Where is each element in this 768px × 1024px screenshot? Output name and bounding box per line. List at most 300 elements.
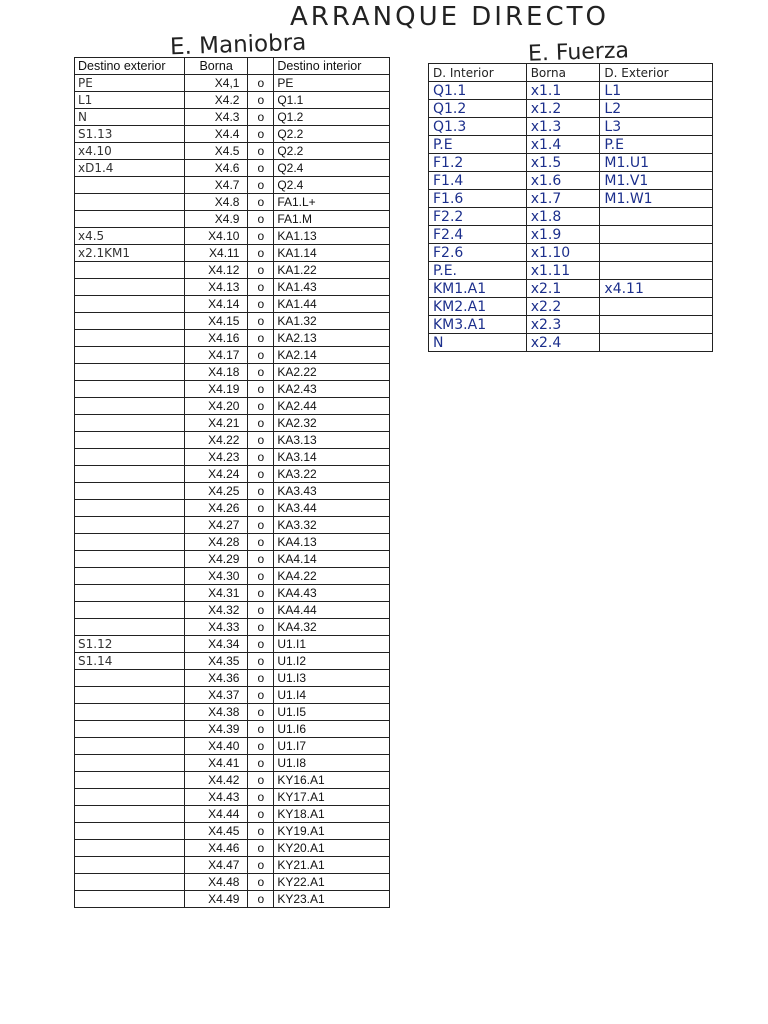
cell-borna: x1.7 — [526, 190, 600, 208]
cell-connector: o — [248, 636, 274, 653]
cell-destino-interior: KA2.43 — [274, 381, 390, 398]
cell-destino-interior: KA1.44 — [274, 296, 390, 313]
cell-borna: X4.30 — [184, 568, 248, 585]
header-borna: Borna — [526, 64, 600, 82]
cell-d-exterior: P.E — [600, 136, 713, 154]
cell-borna: X4.6 — [184, 160, 248, 177]
cell-connector: o — [248, 585, 274, 602]
cell-destino-exterior — [75, 840, 185, 857]
cell-borna: X4.3 — [184, 109, 248, 126]
table-row — [75, 160, 390, 177]
cell-destino-interior: KA1.13 — [274, 228, 390, 245]
cell-connector: o — [248, 177, 274, 194]
cell-borna: X4.38 — [184, 704, 248, 721]
header-d-exterior: D. Exterior — [600, 64, 713, 82]
cell-d-exterior: x4.11 — [600, 280, 713, 298]
cell-destino-interior: KA2.13 — [274, 330, 390, 347]
table-header-row — [75, 58, 390, 75]
cell-destino-exterior — [75, 194, 185, 211]
cell-borna: x1.9 — [526, 226, 600, 244]
cell-connector: o — [248, 789, 274, 806]
cell-borna: X4.14 — [184, 296, 248, 313]
table-row — [429, 190, 713, 208]
cell-connector: o — [248, 126, 274, 143]
table-row — [75, 755, 390, 772]
cell-destino-interior: KA4.14 — [274, 551, 390, 568]
table-row — [429, 316, 713, 334]
cell-destino-exterior: L1 — [75, 92, 185, 109]
cell-borna: X4.34 — [184, 636, 248, 653]
cell-destino-exterior — [75, 687, 185, 704]
table-row — [75, 500, 390, 517]
table-row — [75, 177, 390, 194]
table-row — [429, 226, 713, 244]
cell-connector: o — [248, 347, 274, 364]
cell-borna: X4.10 — [184, 228, 248, 245]
cell-borna: x2.3 — [526, 316, 600, 334]
cell-connector: o — [248, 313, 274, 330]
cell-borna: X4.37 — [184, 687, 248, 704]
cell-d-interior: Q1.2 — [429, 100, 527, 118]
table-row — [75, 364, 390, 381]
table-row — [75, 296, 390, 313]
cell-borna: X4.9 — [184, 211, 248, 228]
fuerza-heading: E. Fuerza — [527, 38, 630, 67]
cell-destino-exterior — [75, 551, 185, 568]
table-row — [75, 449, 390, 466]
cell-destino-interior: Q1.1 — [274, 92, 390, 109]
cell-connector: o — [248, 296, 274, 313]
cell-destino-interior: KA2.32 — [274, 415, 390, 432]
table-row — [75, 398, 390, 415]
header-blank — [248, 58, 274, 75]
header-d-interior: D. Interior — [429, 64, 527, 82]
table-row — [75, 806, 390, 823]
cell-borna: X4.41 — [184, 755, 248, 772]
cell-destino-interior: KA4.32 — [274, 619, 390, 636]
table-row — [75, 228, 390, 245]
cell-connector: o — [248, 874, 274, 891]
cell-destino-interior: KY20.A1 — [274, 840, 390, 857]
cell-connector: o — [248, 109, 274, 126]
cell-destino-interior: KY23.A1 — [274, 891, 390, 908]
page-title: ARRANQUE DIRECTO — [290, 2, 609, 32]
cell-connector: o — [248, 721, 274, 738]
cell-borna: X4.24 — [184, 466, 248, 483]
cell-connector: o — [248, 670, 274, 687]
cell-borna: X4.13 — [184, 279, 248, 296]
cell-destino-exterior — [75, 381, 185, 398]
table-row — [429, 244, 713, 262]
cell-borna: X4.32 — [184, 602, 248, 619]
cell-borna: X4.31 — [184, 585, 248, 602]
cell-borna: X4.17 — [184, 347, 248, 364]
cell-d-exterior — [600, 262, 713, 280]
cell-destino-exterior — [75, 347, 185, 364]
cell-destino-interior: KA3.22 — [274, 466, 390, 483]
cell-destino-exterior: N — [75, 109, 185, 126]
cell-connector: o — [248, 381, 274, 398]
cell-destino-exterior — [75, 568, 185, 585]
cell-connector: o — [248, 857, 274, 874]
cell-destino-exterior — [75, 772, 185, 789]
cell-borna: x1.3 — [526, 118, 600, 136]
cell-borna: X4.23 — [184, 449, 248, 466]
table-row — [75, 211, 390, 228]
cell-destino-interior: KY17.A1 — [274, 789, 390, 806]
cell-destino-interior: KY22.A1 — [274, 874, 390, 891]
table-row — [75, 143, 390, 160]
cell-d-interior: P.E. — [429, 262, 527, 280]
cell-borna: x1.1 — [526, 82, 600, 100]
table-row — [75, 891, 390, 908]
cell-destino-interior: KA1.14 — [274, 245, 390, 262]
cell-borna: X4.49 — [184, 891, 248, 908]
cell-destino-interior: KY16.A1 — [274, 772, 390, 789]
cell-destino-exterior — [75, 619, 185, 636]
cell-destino-exterior — [75, 415, 185, 432]
cell-borna: x2.4 — [526, 334, 600, 352]
cell-destino-interior: KA3.44 — [274, 500, 390, 517]
cell-destino-interior: U1.I1 — [274, 636, 390, 653]
table-row — [75, 517, 390, 534]
cell-destino-interior: U1.I5 — [274, 704, 390, 721]
cell-destino-interior: U1.I2 — [274, 653, 390, 670]
cell-borna: X4.22 — [184, 432, 248, 449]
cell-d-interior: F1.4 — [429, 172, 527, 190]
cell-d-exterior — [600, 316, 713, 334]
cell-d-exterior — [600, 226, 713, 244]
cell-destino-interior: KA3.32 — [274, 517, 390, 534]
table-row — [429, 100, 713, 118]
table-row — [75, 721, 390, 738]
cell-d-exterior: M1.U1 — [600, 154, 713, 172]
cell-borna: x2.2 — [526, 298, 600, 316]
fuerza-table — [428, 63, 713, 352]
cell-destino-interior: KY18.A1 — [274, 806, 390, 823]
cell-connector: o — [248, 92, 274, 109]
table-row — [429, 298, 713, 316]
cell-connector: o — [248, 75, 274, 92]
cell-connector: o — [248, 483, 274, 500]
cell-destino-interior: FA1.L+ — [274, 194, 390, 211]
cell-destino-exterior — [75, 500, 185, 517]
cell-borna: X4.36 — [184, 670, 248, 687]
cell-destino-interior: U1.I7 — [274, 738, 390, 755]
cell-connector: o — [248, 211, 274, 228]
cell-borna: X4.29 — [184, 551, 248, 568]
cell-destino-exterior — [75, 517, 185, 534]
maniobra-heading: E. Maniobra — [169, 29, 307, 61]
cell-d-interior: KM3.A1 — [429, 316, 527, 334]
cell-borna: X4.5 — [184, 143, 248, 160]
table-row — [75, 653, 390, 670]
cell-destino-exterior — [75, 466, 185, 483]
cell-destino-interior: KA2.14 — [274, 347, 390, 364]
cell-d-exterior — [600, 298, 713, 316]
cell-destino-exterior: S1.14 — [75, 653, 185, 670]
cell-destino-interior: PE — [274, 75, 390, 92]
cell-destino-interior: KA4.44 — [274, 602, 390, 619]
cell-d-exterior — [600, 334, 713, 352]
table-row — [75, 704, 390, 721]
cell-connector: o — [248, 262, 274, 279]
cell-connector: o — [248, 823, 274, 840]
cell-borna: x2.1 — [526, 280, 600, 298]
cell-borna: x1.4 — [526, 136, 600, 154]
table-row — [429, 334, 713, 352]
cell-borna: X4.45 — [184, 823, 248, 840]
cell-connector: o — [248, 687, 274, 704]
cell-borna: X4.35 — [184, 653, 248, 670]
cell-borna: X4.19 — [184, 381, 248, 398]
cell-borna: x1.5 — [526, 154, 600, 172]
cell-borna: X4.47 — [184, 857, 248, 874]
cell-destino-exterior: S1.12 — [75, 636, 185, 653]
cell-destino-interior: KA4.13 — [274, 534, 390, 551]
header-borna: Borna — [184, 58, 248, 75]
table-row — [75, 874, 390, 891]
cell-destino-interior: Q2.2 — [274, 143, 390, 160]
cell-borna: X4.21 — [184, 415, 248, 432]
cell-destino-interior: KA1.32 — [274, 313, 390, 330]
table-row — [75, 415, 390, 432]
cell-destino-exterior — [75, 262, 185, 279]
cell-destino-exterior: x2.1KM1 — [75, 245, 185, 262]
cell-destino-exterior — [75, 279, 185, 296]
cell-borna: x1.11 — [526, 262, 600, 280]
table-row — [75, 551, 390, 568]
table-row — [429, 154, 713, 172]
cell-d-interior: F2.2 — [429, 208, 527, 226]
cell-d-interior: F2.4 — [429, 226, 527, 244]
table-header-row — [429, 64, 713, 82]
cell-borna: X4.20 — [184, 398, 248, 415]
table-row — [75, 262, 390, 279]
cell-destino-interior: KY19.A1 — [274, 823, 390, 840]
cell-destino-exterior: x4.10 — [75, 143, 185, 160]
cell-destino-exterior — [75, 704, 185, 721]
cell-destino-exterior — [75, 823, 185, 840]
cell-borna: X4.33 — [184, 619, 248, 636]
table-row — [75, 636, 390, 653]
cell-d-exterior — [600, 244, 713, 262]
cell-destino-exterior — [75, 177, 185, 194]
cell-borna: X4.18 — [184, 364, 248, 381]
cell-destino-exterior — [75, 364, 185, 381]
cell-borna: X4.46 — [184, 840, 248, 857]
cell-destino-exterior — [75, 721, 185, 738]
cell-destino-interior: Q2.2 — [274, 126, 390, 143]
table-row — [75, 483, 390, 500]
cell-destino-interior: Q2.4 — [274, 160, 390, 177]
table-row — [75, 670, 390, 687]
table-row — [75, 738, 390, 755]
cell-borna: X4.16 — [184, 330, 248, 347]
cell-destino-interior: U1.I3 — [274, 670, 390, 687]
table-row — [75, 823, 390, 840]
table-row — [75, 313, 390, 330]
cell-borna: X4.40 — [184, 738, 248, 755]
cell-d-exterior: M1.V1 — [600, 172, 713, 190]
cell-destino-interior: U1.I4 — [274, 687, 390, 704]
cell-destino-interior: KA1.43 — [274, 279, 390, 296]
cell-connector: o — [248, 653, 274, 670]
table-row — [429, 136, 713, 154]
cell-borna: X4.4 — [184, 126, 248, 143]
cell-connector: o — [248, 891, 274, 908]
table-row — [75, 534, 390, 551]
cell-borna: X4.43 — [184, 789, 248, 806]
cell-connector: o — [248, 194, 274, 211]
cell-borna: x1.10 — [526, 244, 600, 262]
cell-d-interior: N — [429, 334, 527, 352]
cell-connector: o — [248, 738, 274, 755]
cell-connector: o — [248, 704, 274, 721]
table-row — [75, 840, 390, 857]
cell-borna: X4.42 — [184, 772, 248, 789]
cell-destino-exterior — [75, 857, 185, 874]
cell-borna: X4.12 — [184, 262, 248, 279]
table-row — [429, 208, 713, 226]
cell-connector: o — [248, 466, 274, 483]
cell-d-interior: Q1.1 — [429, 82, 527, 100]
table-row — [75, 347, 390, 364]
cell-destino-interior: Q2.4 — [274, 177, 390, 194]
cell-borna: X4.26 — [184, 500, 248, 517]
table-row — [75, 75, 390, 92]
cell-connector: o — [248, 517, 274, 534]
cell-d-exterior: L3 — [600, 118, 713, 136]
cell-borna: X4.7 — [184, 177, 248, 194]
cell-destino-exterior — [75, 398, 185, 415]
cell-borna: X4.25 — [184, 483, 248, 500]
table-row — [75, 432, 390, 449]
cell-destino-exterior — [75, 296, 185, 313]
cell-borna: X4.15 — [184, 313, 248, 330]
cell-d-interior: Q1.3 — [429, 118, 527, 136]
cell-connector: o — [248, 398, 274, 415]
table-row — [429, 262, 713, 280]
table-row — [75, 789, 390, 806]
cell-d-exterior: M1.W1 — [600, 190, 713, 208]
cell-destino-exterior — [75, 313, 185, 330]
table-row — [75, 279, 390, 296]
cell-connector: o — [248, 432, 274, 449]
cell-destino-interior: Q1.2 — [274, 109, 390, 126]
cell-destino-exterior — [75, 874, 185, 891]
cell-borna: X4.2 — [184, 92, 248, 109]
cell-borna: X4.27 — [184, 517, 248, 534]
cell-destino-exterior — [75, 755, 185, 772]
cell-connector: o — [248, 143, 274, 160]
header-destino-exterior: Destino exterior — [75, 58, 185, 75]
table-row — [75, 585, 390, 602]
cell-d-interior: F2.6 — [429, 244, 527, 262]
cell-connector: o — [248, 568, 274, 585]
cell-borna: X4,1 — [184, 75, 248, 92]
cell-destino-interior: U1.I6 — [274, 721, 390, 738]
header-destino-interior: Destino interior — [274, 58, 390, 75]
table-row — [75, 466, 390, 483]
cell-destino-exterior — [75, 483, 185, 500]
cell-connector: o — [248, 755, 274, 772]
cell-destino-exterior — [75, 330, 185, 347]
cell-destino-exterior — [75, 211, 185, 228]
cell-borna: X4.11 — [184, 245, 248, 262]
cell-borna: x1.2 — [526, 100, 600, 118]
cell-destino-exterior — [75, 449, 185, 466]
cell-connector: o — [248, 500, 274, 517]
table-row — [75, 92, 390, 109]
table-row — [429, 118, 713, 136]
cell-connector: o — [248, 330, 274, 347]
cell-destino-interior: FA1.M — [274, 211, 390, 228]
cell-destino-exterior: x4.5 — [75, 228, 185, 245]
table-row — [75, 126, 390, 143]
table-row — [429, 172, 713, 190]
cell-connector: o — [248, 364, 274, 381]
cell-d-exterior: L1 — [600, 82, 713, 100]
cell-destino-interior: KA1.22 — [274, 262, 390, 279]
cell-destino-exterior — [75, 534, 185, 551]
cell-borna: X4.28 — [184, 534, 248, 551]
cell-destino-interior: KA4.22 — [274, 568, 390, 585]
cell-destino-interior: KA3.13 — [274, 432, 390, 449]
cell-destino-exterior — [75, 789, 185, 806]
cell-destino-interior: KA2.22 — [274, 364, 390, 381]
cell-connector: o — [248, 449, 274, 466]
cell-destino-exterior: S1.13 — [75, 126, 185, 143]
table-row — [75, 381, 390, 398]
cell-connector: o — [248, 160, 274, 177]
table-row — [75, 330, 390, 347]
table-row — [75, 194, 390, 211]
cell-d-exterior — [600, 208, 713, 226]
table-row — [75, 857, 390, 874]
table-row — [75, 619, 390, 636]
cell-destino-exterior — [75, 432, 185, 449]
cell-borna: X4.48 — [184, 874, 248, 891]
cell-connector: o — [248, 415, 274, 432]
cell-destino-exterior: PE — [75, 75, 185, 92]
table-row — [75, 109, 390, 126]
cell-destino-interior: KA4.43 — [274, 585, 390, 602]
cell-connector: o — [248, 551, 274, 568]
table-row — [75, 602, 390, 619]
cell-destino-exterior — [75, 585, 185, 602]
maniobra-table — [74, 57, 390, 908]
cell-d-interior: P.E — [429, 136, 527, 154]
cell-borna: x1.6 — [526, 172, 600, 190]
cell-destino-interior: KA2.44 — [274, 398, 390, 415]
cell-destino-exterior — [75, 670, 185, 687]
cell-connector: o — [248, 245, 274, 262]
cell-d-exterior: L2 — [600, 100, 713, 118]
table-row — [75, 687, 390, 704]
cell-borna: X4.44 — [184, 806, 248, 823]
cell-connector: o — [248, 228, 274, 245]
cell-destino-interior: KY21.A1 — [274, 857, 390, 874]
cell-connector: o — [248, 772, 274, 789]
table-row — [429, 280, 713, 298]
cell-connector: o — [248, 619, 274, 636]
cell-d-interior: F1.2 — [429, 154, 527, 172]
cell-connector: o — [248, 840, 274, 857]
cell-destino-interior: KA3.43 — [274, 483, 390, 500]
cell-destino-exterior — [75, 738, 185, 755]
cell-borna: x1.8 — [526, 208, 600, 226]
